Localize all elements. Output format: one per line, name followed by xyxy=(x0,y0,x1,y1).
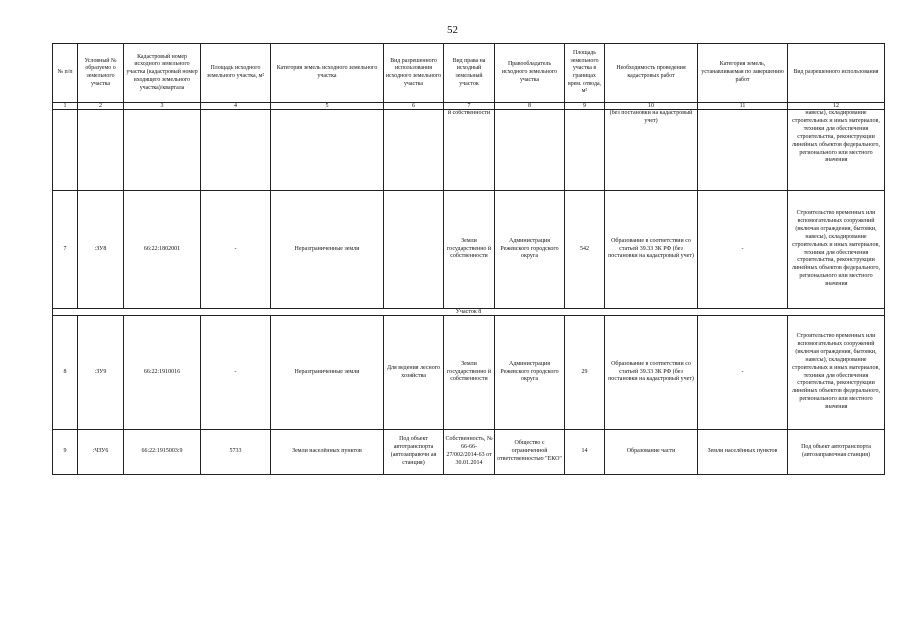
cell-temporary-area: 29 xyxy=(565,316,605,430)
section-row xyxy=(53,309,885,316)
cell-cadastral-works: Образование в соответствии со статьей 39.33 ЗК РФ (без постановки на кадастровый учет) xyxy=(605,191,698,309)
header-cell: Вид разрешенного использования исходного земельного участка xyxy=(384,44,444,103)
cell xyxy=(53,110,78,191)
cell-right-type: Земли государственно й собственности xyxy=(444,316,495,430)
cell xyxy=(271,110,384,191)
column-number: 2 xyxy=(78,103,124,110)
cell-source-area: 5733 xyxy=(201,430,271,475)
land-plots-table xyxy=(52,43,885,475)
cell xyxy=(495,110,565,191)
cell-land-category: Земли населённых пунктов xyxy=(271,430,384,475)
cell-category-after: - xyxy=(698,316,788,430)
column-number: 8 xyxy=(495,103,565,110)
cell-right-type: Собственность, № 66-66-27/002/2014-63 от 30.01.2014 xyxy=(444,430,495,475)
header-cell: Правообладатель исходного земельного участка xyxy=(495,44,565,103)
cell-cadastral-number: 66:22:1910016 xyxy=(124,316,201,430)
cell-conditional-number: :ЧЗУ6 xyxy=(78,430,124,475)
cell xyxy=(124,110,201,191)
cell-land-category: Неразграниченные земли xyxy=(271,316,384,430)
cell-temporary-area: 542 xyxy=(565,191,605,309)
cell-right-type: Земли государственно й собственности xyxy=(444,191,495,309)
cell xyxy=(698,110,788,191)
cell-permitted-use-source xyxy=(384,191,444,309)
header-cell: Площадь исходного земельного участка, м² xyxy=(201,44,271,103)
cell xyxy=(78,110,124,191)
cell-source-area: - xyxy=(201,191,271,309)
header-cell: Категория земель, устанавливаемая по завершению работ xyxy=(698,44,788,103)
cell-land-category: Неразграниченные земли xyxy=(271,191,384,309)
header-cell: Площадь земельного участка в границах врем. отвода, м² xyxy=(565,44,605,103)
header-cell: Необходимость проведения кадастровых работ xyxy=(605,44,698,103)
cell-cadastral-number: 66:22:1802001 xyxy=(124,191,201,309)
header-cell: Кадастровый номер исходного земельного участка (кадастровый номер входящего земельного участка)/квартала xyxy=(124,44,201,103)
cell-row-number: 9 xyxy=(53,430,78,475)
cell-conditional-number: :ЗУ8 xyxy=(78,191,124,309)
cell xyxy=(565,110,605,191)
cell-category-after: Земли населённых пунктов xyxy=(698,430,788,475)
column-number: 6 xyxy=(384,103,444,110)
section-title: Участок 8 xyxy=(53,309,885,316)
column-number: 1 xyxy=(53,103,78,110)
cell-permitted-use-source: Для ведения лесного хозяйства xyxy=(384,316,444,430)
column-number: 12 xyxy=(788,103,885,110)
column-number: 3 xyxy=(124,103,201,110)
cell-cadastral-number: 66:22:1915003:9 xyxy=(124,430,201,475)
column-number: 7 xyxy=(444,103,495,110)
cell xyxy=(384,110,444,191)
cell-cadastral-works: (без постановки на кадастровый учет) xyxy=(605,110,698,191)
page-number: 52 xyxy=(447,24,458,36)
cell xyxy=(201,110,271,191)
cell-cadastral-works: Образование части xyxy=(605,430,698,475)
column-number: 10 xyxy=(605,103,698,110)
table-row xyxy=(53,191,885,309)
header-cell: Категория земель исходного земельного участка xyxy=(271,44,384,103)
cell-row-number: 8 xyxy=(53,316,78,430)
cell-permitted-use: навесы), складирование строительных и иных материалов, техники для обеспечения строительства, реконструкции линейных объектов федерального, регионального или местного значения xyxy=(788,110,885,191)
table-row xyxy=(53,430,885,475)
cell-permitted-use-source: Под объект автотранспорта (автозаправочн ая станция) xyxy=(384,430,444,475)
cell-right-type: й собственности xyxy=(444,110,495,191)
header-cell: Вид разрешенного использования xyxy=(788,44,885,103)
column-number-row xyxy=(53,103,885,110)
cell-temporary-area: 14 xyxy=(565,430,605,475)
table-row xyxy=(53,316,885,430)
header-cell: № п/п xyxy=(53,44,78,103)
column-number: 9 xyxy=(565,103,605,110)
cell-owner: Администрация Режевского городского округа xyxy=(495,191,565,309)
cell-permitted-use: Под объект автотранспорта (автозаправочная станция) xyxy=(788,430,885,475)
cell-permitted-use: Строительство временных или вспомогательных сооружений (включая ограждения, бытовки, навесы), складирование строительных и иных материалов, техники для обеспечения строительства, реконструкции линейных объектов федерального, регионального или местного значения xyxy=(788,191,885,309)
cell-row-number: 7 xyxy=(53,191,78,309)
cell-category-after: - xyxy=(698,191,788,309)
cell-owner: Администрация Режевского городского округа xyxy=(495,316,565,430)
column-number: 11 xyxy=(698,103,788,110)
cell-source-area: - xyxy=(201,316,271,430)
table-row-continued xyxy=(53,110,885,191)
cell-owner: Общество с ограниченной ответственностью "ЕКО" xyxy=(495,430,565,475)
cell-conditional-number: :ЗУ9 xyxy=(78,316,124,430)
column-number: 5 xyxy=(271,103,384,110)
header-cell: Вид права на исходный земельный участок xyxy=(444,44,495,103)
cell-permitted-use: Строительство временных или вспомогательных сооружений (включая ограждения, бытовки, навесы), складирование строительных и иных материалов, техники для обеспечения строительства, реконструкции линейных объектов федерального, регионального или местного значения xyxy=(788,316,885,430)
cell-cadastral-works: Образование в соответствии со статьей 39.33 ЗК РФ (без постановки на кадастровый учет) xyxy=(605,316,698,430)
column-number: 4 xyxy=(201,103,271,110)
table-header-row xyxy=(53,44,885,103)
header-cell: Условный № образуемо о земельного участка xyxy=(78,44,124,103)
